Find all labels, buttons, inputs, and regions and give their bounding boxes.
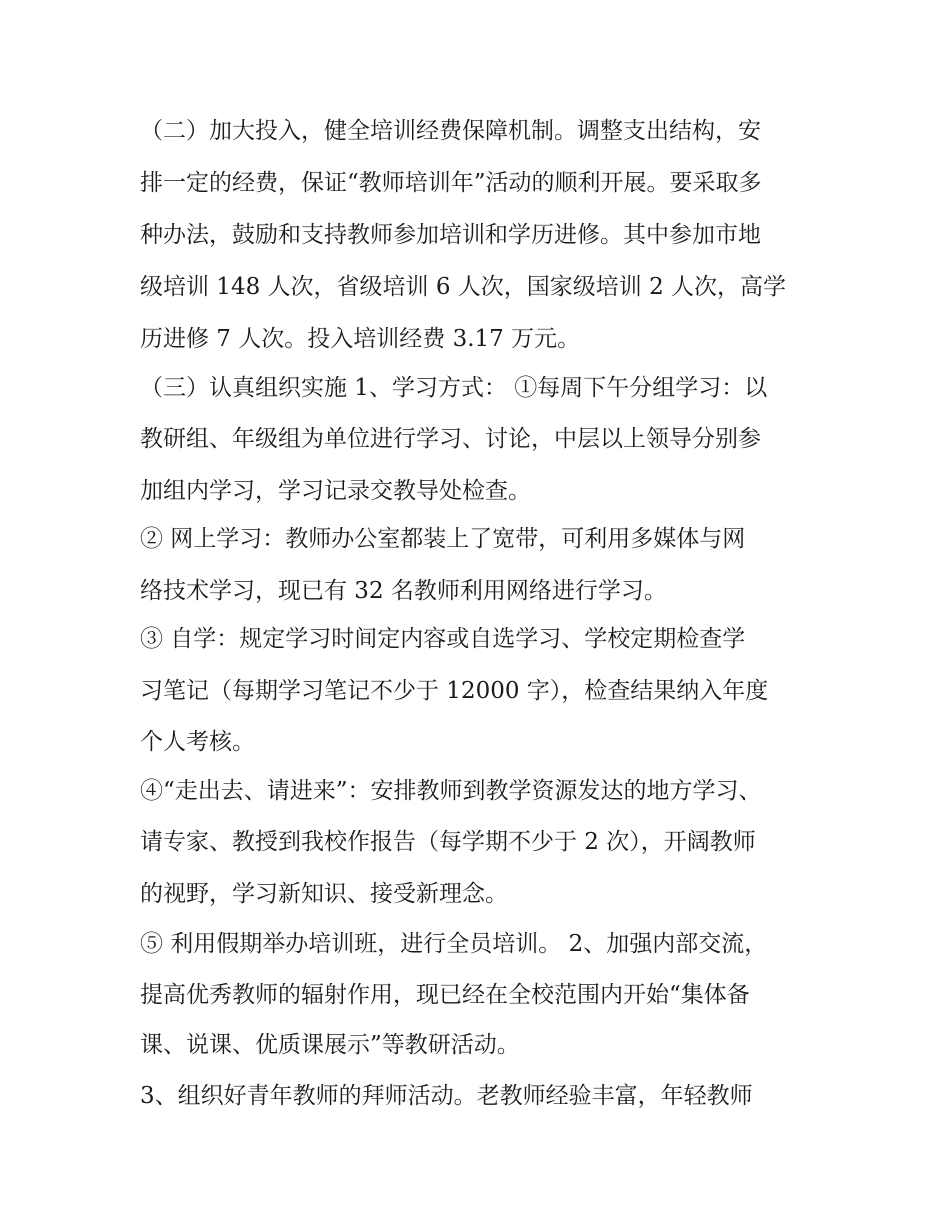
text-line: 种办法，鼓励和支持教师参加培训和学历进修。其中参加市地 — [140, 222, 761, 248]
text-line: 排一定的经费，保证“教师培训年”活动的顺利开展。要采取多 — [140, 170, 762, 196]
text-line: 加组内学习，学习记录交教导处检查。 — [140, 478, 531, 504]
text-line: （二）加大投入，健全培训经费保障机制。调整支出结构，安 — [140, 118, 761, 144]
text-line: 个人考核。 — [140, 729, 255, 755]
text-line: （三）认真组织实施 1、学习方式： ①每周下午分组学习：以 — [140, 375, 768, 401]
text-line: ⑤ 利用假期举办培训班，进行全员培训。 2、加强内部交流， — [140, 931, 768, 957]
text-line: 请专家、教授到我校作报告（每学期不少于 2 次），开阔教师 — [140, 829, 756, 855]
text-line: 络技术学习，现已有 32 名教师利用网络进行学习。 — [140, 578, 667, 604]
text-line: 习笔记（每期学习笔记不少于 12000 字），检查结果纳入年度 — [140, 678, 769, 704]
text-line: ③ 自学：规定学习时间定内容或自选学习、学校定期检查学 — [140, 626, 746, 652]
text-line: 历进修 7 人次。投入培训经费 3.17 万元。 — [140, 326, 581, 352]
text-line: 课、说课、优质课展示”等教研活动。 — [140, 1032, 520, 1058]
text-line: 的视野，学习新知识、接受新理念。 — [140, 881, 508, 907]
text-line: 教研组、年级组为单位进行学习、讨论，中层以上领导分别参 — [140, 426, 761, 452]
text-line: ② 网上学习：教师办公室都装上了宽带，可利用多媒体与网 — [140, 526, 746, 552]
text-line: ④“走出去、请进来”：安排教师到教学资源发达的地方学习、 — [140, 778, 762, 804]
text-line: 提高优秀教师的辐射作用，现已经在全校范围内开始“集体备 — [140, 982, 750, 1008]
text-line: 3、组织好青年教师的拜师活动。老教师经验丰富，年轻教师 — [140, 1083, 753, 1109]
text-line: 级培训 148 人次，省级培训 6 人次，国家级培训 2 人次，高学 — [140, 274, 787, 300]
